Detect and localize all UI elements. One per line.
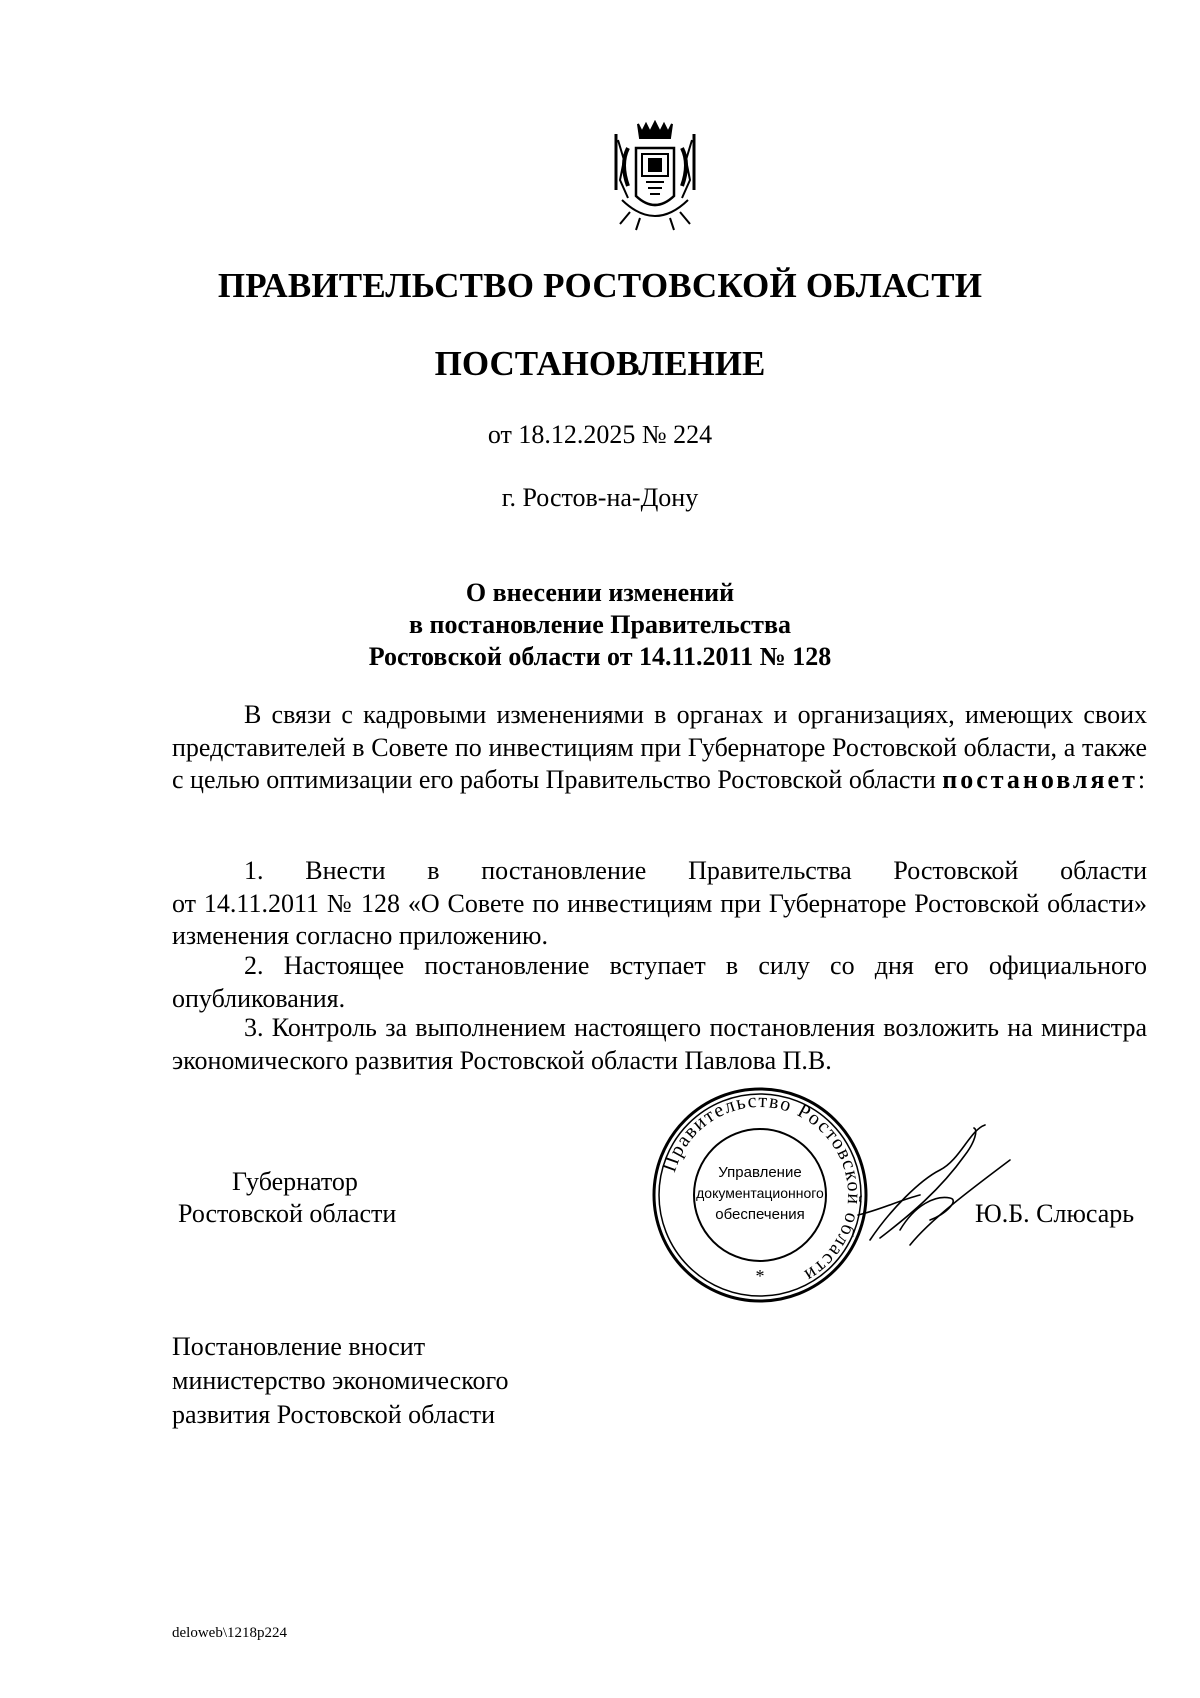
decree-item-2: 2. Настоящее постановление вступает в силу со дня его официального опубликования. (172, 951, 1147, 1013)
decree-keyword: постановляет (942, 765, 1138, 794)
contributor-line: Постановление вносит (172, 1332, 426, 1361)
signer-name: Ю.Б. Слюсарь (975, 1199, 1135, 1228)
document-city: г. Ростов-на-Дону (501, 483, 699, 512)
coat-of-arms-icon (610, 120, 700, 235)
contributor-line: министерство экономического (172, 1366, 509, 1395)
subject-line: в постановление Правительства (408, 610, 791, 639)
decree-item-1-rest: от 14.11.2011 № 128 «О Совете по инвестициям при Губернаторе Ростовской области» изменения согласно приложению. (172, 888, 1147, 950)
stamp-center-line: обеспечения (715, 1206, 805, 1223)
signer-position-line1: Губернатор (232, 1167, 358, 1196)
intro-end: : (1137, 765, 1146, 794)
signer-position-line2: Ростовской области (178, 1199, 397, 1228)
file-reference: deloweb\1218p224 (172, 1625, 287, 1641)
subject-line: О внесении изменений (465, 578, 735, 607)
decree-item-1-first-line: 1. Внести в постановление Правительства Ростовской области (244, 856, 1147, 885)
stamp-center-line: Управление (718, 1164, 802, 1181)
handwritten-signature-icon (850, 1120, 1030, 1260)
subject-line: Ростовской области от 14.11.2011 № 128 (368, 642, 832, 671)
stamp-ring-text: Правительство Ростовской области (658, 1089, 866, 1287)
decree-item-3: 3. Контроль за выполнением настоящего постановления возложить на министра экономического развития Ростовской области Павлова П.В. (172, 1013, 1147, 1075)
contributor-line: развития Ростовской области (172, 1400, 496, 1429)
document-type: ПОСТАНОВЛЕНИЕ (434, 344, 766, 383)
intro-paragraph (172, 699, 1147, 797)
document-date-number: от 18.12.2025 № 224 (487, 420, 713, 449)
decree-item-1 (172, 855, 1147, 953)
contributor-note (172, 1330, 509, 1432)
document-subject (0, 577, 1200, 673)
official-stamp-icon (650, 1085, 870, 1305)
stamp-star: * (755, 1266, 765, 1286)
intro-text: В связи с кадровыми изменениями в органах и организациях, имеющих своих представителей в Совете по инвестициям при Губернаторе Ростовской области, а также с целью оптимизации его работы Правительство Ростовской области (172, 700, 1147, 794)
organization-title: ПРАВИТЕЛЬСТВО РОСТОВСКОЙ ОБЛАСТИ (217, 266, 983, 305)
stamp-center-line: документационного (696, 1185, 824, 1201)
